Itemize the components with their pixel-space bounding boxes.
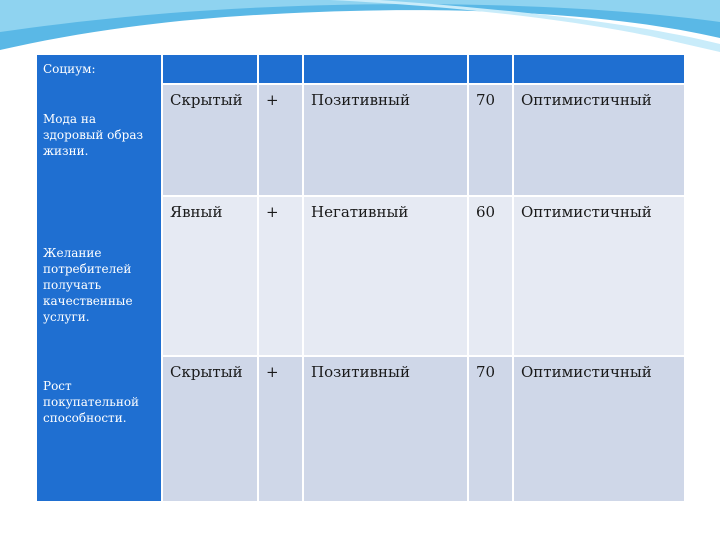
wave-decoration <box>0 0 720 60</box>
sidebar-title: Социум: <box>43 62 96 76</box>
sign-cell: + <box>259 85 302 195</box>
influence-cell: Позитивный <box>304 357 467 501</box>
type-cell: Явный <box>163 197 257 355</box>
header-cell <box>163 55 257 83</box>
header-cell <box>259 55 302 83</box>
sidebar-item: Рост покупательной способности. <box>43 379 140 425</box>
type-cell: Скрытый <box>163 85 257 195</box>
influence-cell: Позитивный <box>304 85 467 195</box>
header-cell <box>469 55 512 83</box>
header-cell <box>304 55 467 83</box>
header-cell <box>514 55 684 83</box>
type-cell: Скрытый <box>163 357 257 501</box>
outlook-cell: Оптимистичный <box>514 197 684 355</box>
data-table <box>35 53 686 503</box>
score-cell: 70 <box>469 357 512 501</box>
sidebar-item: Желание потребителей получать качественные услуги. <box>43 246 133 324</box>
outlook-cell: Оптимистичный <box>514 85 684 195</box>
sidebar-item: Мода на здоровый образ жизни. <box>43 112 144 158</box>
sign-cell: + <box>259 197 302 355</box>
sign-cell: + <box>259 357 302 501</box>
sidebar-column <box>37 55 161 501</box>
score-cell: 70 <box>469 85 512 195</box>
score-cell: 60 <box>469 197 512 355</box>
outlook-cell: Оптимистичный <box>514 357 684 501</box>
influence-cell: Негативный <box>304 197 467 355</box>
